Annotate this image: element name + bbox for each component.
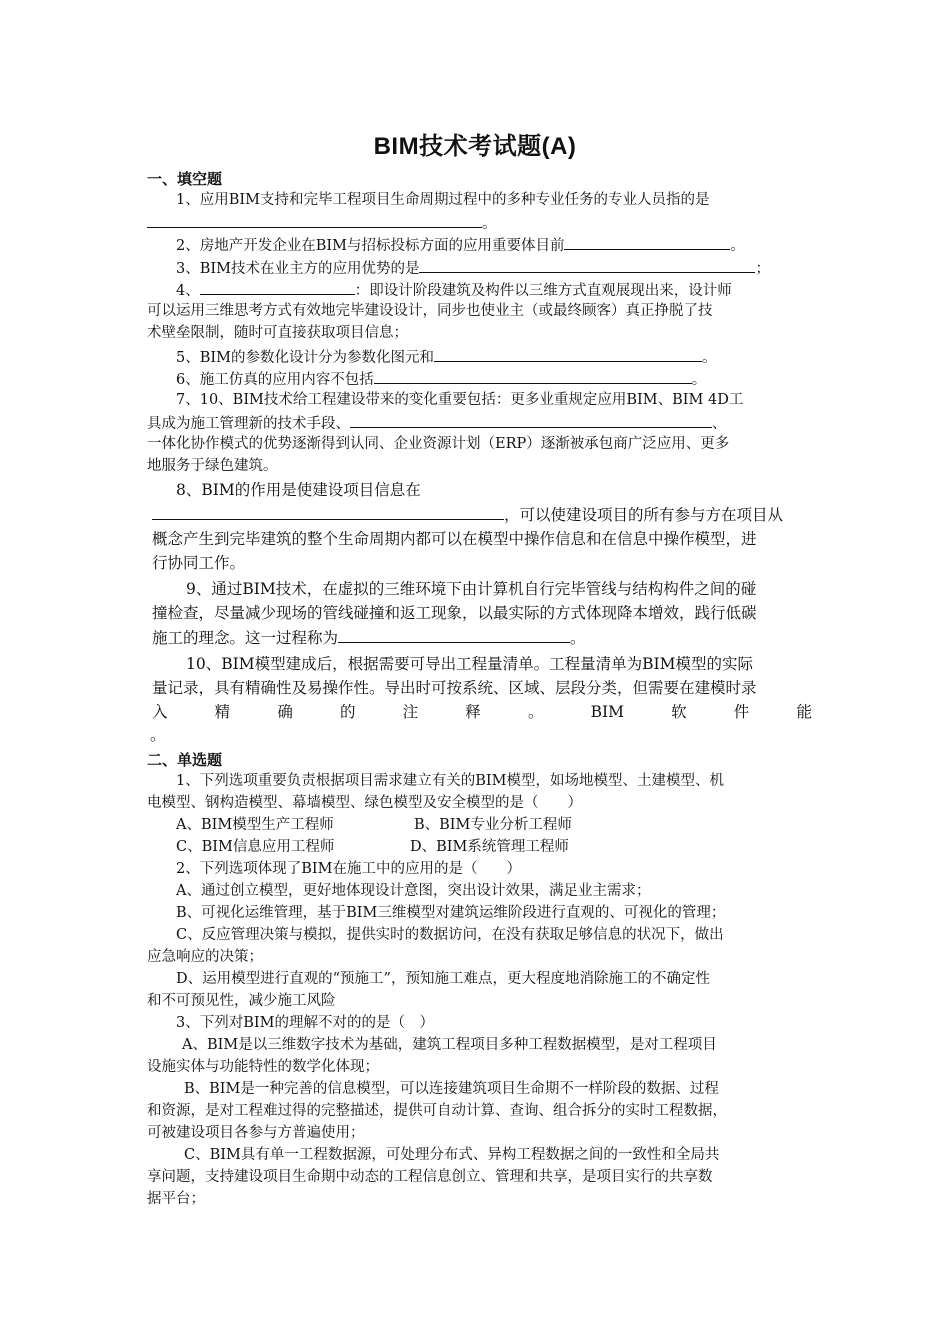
mc3-option-b[interactable]: B、BIM是一种完善的信息模型，可以连接建筑项目生命期不一样阶段的数据、过程	[184, 1081, 719, 1097]
option-c[interactable]: C、BIM信息应用工程师	[176, 839, 335, 855]
mc3-option-c-cont-2: 据平台；	[147, 1191, 205, 1207]
answer-blank[interactable]	[419, 256, 755, 273]
q5-line: 5、BIM的参数化设计分为参数化图元和 。	[176, 345, 836, 369]
answer-blank[interactable]	[147, 211, 482, 228]
q1-answer-line: 。	[147, 211, 807, 235]
q1-line: 1、应用BIM支持和完毕工程项目生命周期过程中的多种专业任务的专业人员指的是	[176, 192, 710, 208]
q7-line-2: 具成为施工管理新的技术手段、 、	[147, 411, 807, 435]
q3-line: 3、BIM技术在业主方的应用优势的是 ；	[176, 256, 836, 280]
q2-line: 2、房地产开发企业在BIM与招标投标方面的应用重要体目前 。	[176, 233, 836, 257]
q9-line-2: 撞检查，尽量减少现场的管线碰撞和返工现象，以最实际的方式体现降本增效，践行低碳	[152, 604, 757, 622]
q6-line: 6、施工仿真的应用内容不包括 。	[176, 367, 836, 391]
mc1-options-ab	[176, 814, 836, 836]
mc2-option-d[interactable]: D、运用模型进行直观的“预施工”，预知施工难点，更大程度地消除施工的不确定性	[176, 971, 710, 987]
answer-blank[interactable]	[350, 411, 712, 428]
q10-line: 10、BIM模型建成后，根据需要可导出工程量清单。工程量清单为BIM模型的实际	[186, 655, 753, 673]
q8-line-3: 概念产生到完毕建筑的整个生命周期内都可以在模型中操作信息和在信息中操作模型，进	[152, 530, 757, 548]
q9-line: 9、通过BIM技术，在虚拟的三维环境下由计算机自行完毕管线与结构构件之间的碰	[186, 580, 757, 598]
answer-blank[interactable]	[338, 626, 570, 643]
mc2-option-b[interactable]: B、可视化运维管理，基于BIM三维模型对建筑运维阶段进行直观的、可视化的管理；	[176, 905, 726, 921]
mc2-line: 2、下列选项体现了BIM在施工中的应用的是（ ）	[176, 861, 521, 877]
answer-blank[interactable]	[434, 345, 702, 362]
q10-line-3: 入 精 确 的 注 释 。 BIM 软 件 能	[152, 703, 812, 721]
q8-line: 8、BIM的作用是使建设项目信息在	[176, 481, 421, 499]
mc2-option-c-cont: 应急响应的决策；	[147, 949, 263, 965]
q7-line: 7、10、BIM技术给工程建设带来的变化重要包括：更多业重规定应用BIM、BIM 4D工	[176, 392, 744, 408]
mc3-line: 3、下列对BIM的理解不对的的是（ ）	[176, 1015, 434, 1031]
mc2-option-c[interactable]: C、反应管理决策与模拟，提供实时的数据访问，在没有获取足够信息的状况下，做出	[176, 927, 724, 943]
q10-line-4: 。	[150, 726, 166, 744]
mc3-option-c-cont: 享问题，支持建设项目生命期中动态的工程信息创立、管理和共享，是项目实行的共享数	[147, 1169, 713, 1185]
mc1-options-cd	[176, 836, 836, 858]
answer-blank[interactable]	[152, 503, 504, 520]
q8-line-2: ，可以使建设项目的所有参与方在项目从	[152, 503, 812, 526]
mc2-option-d-cont: 和不可预见性，减少施工风险	[147, 993, 336, 1009]
q7-line-4: 地服务于绿色建筑。	[147, 458, 278, 474]
q4-line: 4、 ：即设计阶段建筑及构件以三维方式直观展现出来，设计师	[176, 278, 836, 302]
q4-line-2: 可以运用三维思考方式有效地完毕建设设计，同步也使业主（或最终顾客）真正挣脱了技	[147, 303, 713, 319]
mc1-line: 1、下列选项重要负责根据项目需求建立有关的BIM模型，如场地模型、土建模型、机	[176, 773, 724, 789]
option-d[interactable]: D、BIM系统管理工程师	[410, 839, 569, 855]
answer-blank[interactable]	[564, 233, 730, 250]
section-heading-fill-in: 一、填空题	[147, 170, 223, 188]
mc1-line-2: 电模型、钢构造模型、幕墙模型、绿色模型及安全模型的是（ ）	[147, 795, 582, 811]
q4-line-3: 术壁垒限制，随时可直接获取项目信息；	[147, 325, 408, 341]
mc2-option-a[interactable]: A、通过创立模型，更好地体现设计意图，突出设计效果，满足业主需求；	[176, 883, 651, 899]
q10-line-2: 量记录，具有精确性及易操作性。导出时可按系统、区域、层段分类，但需要在建模时录	[152, 679, 757, 697]
answer-blank[interactable]	[200, 278, 355, 295]
mc3-option-b-cont-2: 可被建设项目各参与方普遍使用；	[147, 1125, 365, 1141]
option-b[interactable]: B、BIM专业分析工程师	[414, 817, 572, 833]
q8-line-4: 行协同工作。	[152, 554, 246, 572]
document-title: BIM技术考试题(A)	[373, 133, 577, 160]
mc3-option-a-cont: 设施实体与功能特性的数学化体现；	[147, 1059, 379, 1075]
mc3-option-c[interactable]: C、BIM具有单一工程数据源，可处理分布式、异构工程数据之间的一致性和全局共	[184, 1147, 720, 1163]
answer-blank[interactable]	[374, 367, 692, 384]
section-heading-single-choice: 二、单选题	[147, 751, 223, 769]
mc3-option-a[interactable]: A、BIM是以三维数字技术为基础，建筑工程项目多种工程数据模型，是对工程项目	[182, 1037, 717, 1053]
q9-line-3: 施工的理念。这一过程称为 。	[152, 626, 812, 649]
q7-line-3: 一体化协作模式的优势逐渐得到认同、企业资源计划（ERP）逐渐被承包商广泛应用、更多	[147, 436, 730, 452]
option-a[interactable]: A、BIM模型生产工程师	[176, 817, 334, 833]
mc3-option-b-cont: 和资源，是对工程难过得的完整描述，提供可自动计算、查询、组合拆分的实时工程数据，	[147, 1103, 727, 1119]
